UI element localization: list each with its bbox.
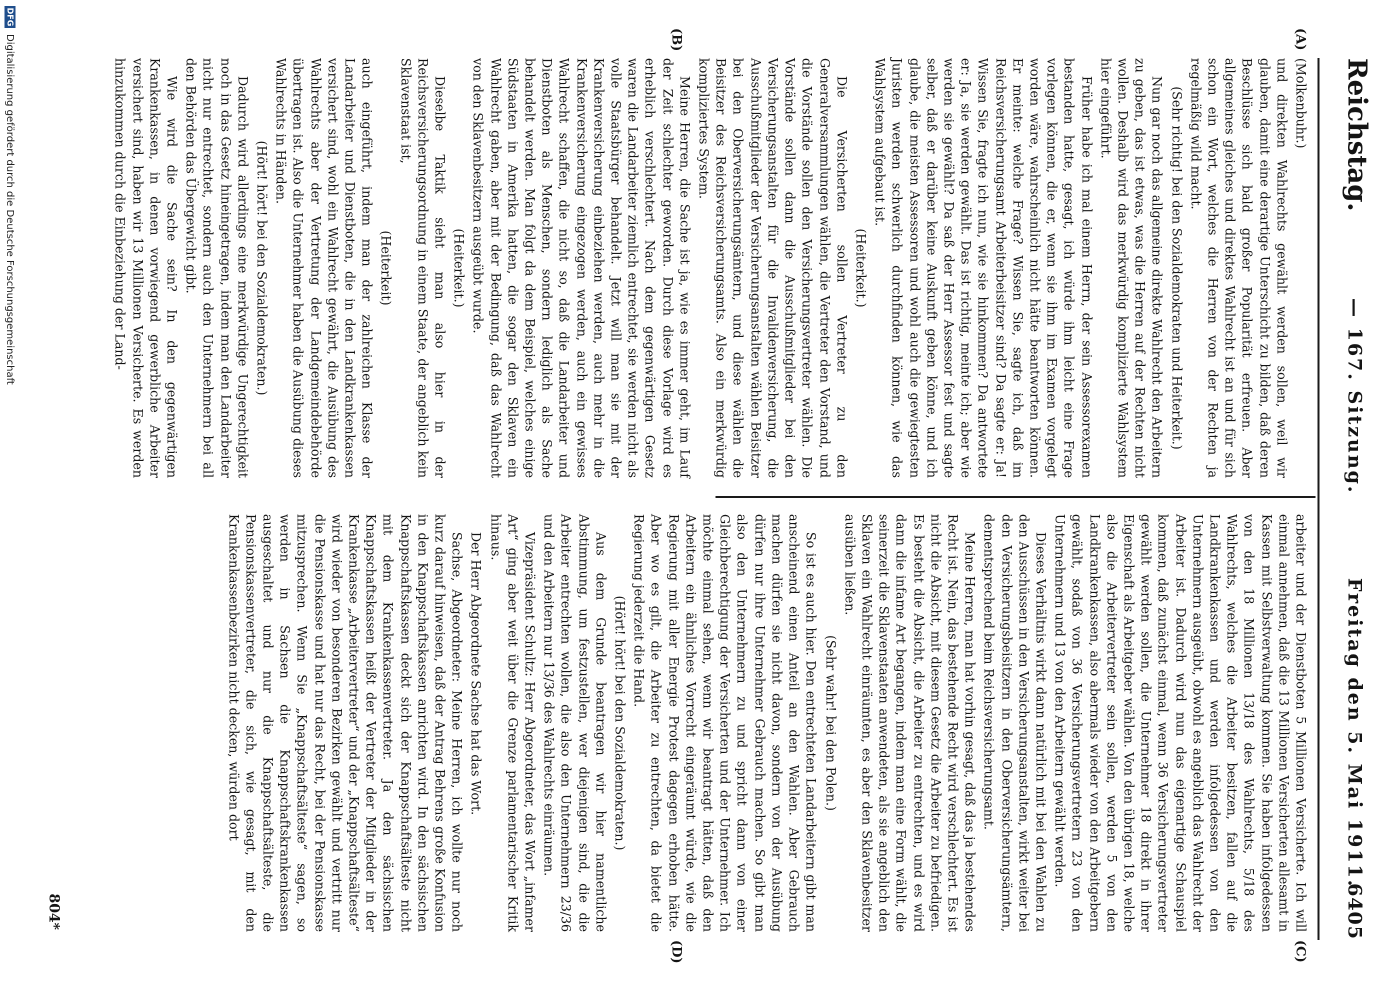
paragraph: Früher habe ich mal einem Herrn, der sein Assessorexamen bestanden hatte, gesagt, ich würde ihm leicht eine Frage vorlegen können, die er, wenn sie ihm im Examen vorgelegt worden wäre, wahrscheinlich nicht hätte beantworten können. Er meinte: welche Frage? Wissen Sie, sagte ich, daß im Reichsversicherungsamt Arbeiterbeisitzer sind? Da sagte er: Ja! Wissen Sie, fragte ich nun, wie sie hinkommen? Da antwortete er: Ja, sie werden gewählt. Das ist richtig, meinte ich; aber wie werden sie gewählt? Da saß der Herr Assessor fest und sagte selber, daß er darüber keine Auskunft geben könne, und ich glaube, die meisten Assessoren und wohl auch die gewiegtesten Juristen werden schwerlich durchfinden können, wie das Wahlsystem aufgebaut ist. [872, 58, 1094, 478]
dfg-logo-icon: DFG [5, 7, 14, 27]
paragraph: Meine Herren, man hat vorhin gesagt, daß das ja bestehendes Recht ist. Nein, das bestehende Recht wird verschlechtert. Es ist nicht die Absicht, mit diesem Gesetz die Arbeiter zu befriedigen. Es besteht die Absicht, die Arbeiter zu entrechten, und es wird dann die infame Art begangen, indem man eine Form wählt, die seinerzeit die Sklavenstaaten anwendeten, als sie angeblich den Sklaven ein Wahlrecht einräumten, es aber den Sklavenbesitzer ausüben ließen. [841, 514, 978, 932]
paragraph: Dieses Verhältnis wirkt dann natürlich mit bei den Wahlen zu den Ausschüssen in den Versicherungsanstalten, wirkt weiter bei den Versicherungsbeisitzern in den Oberversicherungsämtern, dementsprechend beim Reichsversicherungsamt. [981, 514, 1048, 932]
page-header [1317, 58, 1383, 940]
paragraph: Nun gar noch das allgemeine direkte Wahlrecht den Arbeitern zu geben, das ist etwas, was die Herren auf der Rechten nicht wollen. Deshalb wird das merkwürdig komplizierte Wahlsystem hier eingeführt. [1097, 58, 1165, 478]
paragraph: So ist es auch hier. Den entrechteten Landarbeitern gibt man anscheinend einen Anteil an den Wahlen. Aber Gebrauch machen dürfen sie nicht davon, sondern von der Ausübung dürfen nur ihre Unternehmer Gebrauch machen. So gibt man also den Unternehmern zu und spricht dann von einer Gleichberechtigung der Versicherten und der Unternehmer. Ich möchte einmal sehen, wenn wir beantragt hätten, daß den Arbeitern ein ähnliches Vorrecht eingeräumt würde, wie die Regierung mit aller Energie Protest dagegen erhoben hätte. Aber wo es gilt, die Arbeiter zu entrechten, da bietet die Regierung jederzeit die Hand. [631, 514, 819, 932]
paragraph: Sachse, Abgeordneter: Meine Herren, ich wollte nur noch kurz darauf hinweisen, daß der Antrag Behrens große Konfusion in den Knappschaftskassen anrichten wird. In den sächsischen Knappschaftskassen deckt sich der Knappschaftsälteste nicht mit dem Krankenkassenvertreter. Ja den sächsischen Knappschaftskassen heißt der Vertreter der Mitglieder in der Krankenkasse „Arbeitervertreter“ und der „Knappschaftsälteste“ wird wieder von besonderen Bezirken gewählt und vertritt nur die Pensionskasse und hat nur das Recht, bei der Pensionskasse mitzusprechen. Wenn Sie „Knappschaftsälteste“ sagen, so werden in Sachsen die Knappschaftskrankenkassen ausgeschaltet und nur die Knappschaftsälteste, die Pensionskassenvertreter, die sich, wie gesagt, mit den Krankenkassenbezirken nicht decken, würden dort [225, 514, 465, 932]
interjection: (Heiterkeit) [378, 230, 394, 306]
interjection: (Hört! hört! bei den Sozialdemokraten.) [612, 595, 628, 851]
margin-mark-b: (B) [668, 28, 683, 52]
interjection: (Sehr richtig! bei den Sozialdemokraten und Heiterkeit.) [1168, 86, 1184, 450]
credit-text: Digitalisierung gefördert durch die Deutsche Forschungsgemeinschaft [3, 34, 15, 385]
paragraph: arbeiter und der Dienstboten 5 Millionen Versicherte. Ich will einmal annehmen, daß die 13 Millionen Versicherten allesamt in Kassen mit Selbstverwaltung kommen. Sie haben infolgedessen von den 18 Millionen 13/18 des Wahlrechts, 5/18 des Wahlrechts, welches die Arbeiter besitzen, fallen auf die Landkrankenkassen und werden infolgedessen von den Unternehmern ausgeübt, obwohl es angeblich das Wahlrecht der Arbeiter ist. Dadurch wird nun das eigenartige Schauspiel kommen, daß zunächst einmal, wenn 36 Versicherungsvertreter gewählt werden sollen, die Unternehmer 18 direkt in ihrer Eigenschaft als Arbeitgeber wählen. Von den übrigen 18, welche also die Arbeitervertreter sein sollen, werden 5 von den Landkrankenkassen, also abermals wieder von den Arbeitgebern gewählt, sodaß von 36 Versicherungsvertretern 23 von den Unternehmern und 13 von den Arbeitern gewählt werden. [1052, 514, 1308, 932]
paragraph: Die Versicherten sollen Vertreter zu den Generalversammlungen wählen, die Vertreter den Vorstand, und die Vorstände sollen den Versicherungsvertreter wählen. Die Vorstände sollen dann die Ausschußmitglieder bei den Versicherungsanstalten für die Invalidenversicherung, die Ausschußmitglieder der Versicherungsanstalten wählen Beisitzer bei den Oberversicherungsämtern, und diese wählen die Beisitzer des Reichsversicherungsamts. Also ein merkwürdig kompliziertes System. [696, 58, 849, 478]
margin-mark-c: (C) [1292, 940, 1307, 963]
header-date: Freitag den 5. Mai 1911. [1343, 578, 1365, 889]
paragraph: Aus dem Grunde beantragen wir hier namentliche Abstimmung, um festzustellen, wer diejenigen sind, die die Arbeiter entrechten wollen, die also den Unternehmern 23/36 und den Arbeitern nur 13/36 des Wahlrechts einräumen. [541, 514, 608, 932]
paragraph: Meine Herren, die Sache ist ja, wie es immer geht, im Lauf der Zeit schlechter geworden. Durch diese Vorlage wird es erheblich verschlechtert. Nach dem gegenwärtigen Gesetz waren die Landarbeiter ziemlich entrechtet, sie werden nicht als volle Staatsbürger behandelt. Jetzt will man sie mit der Krankenversicherung einbeziehen werden, auch mehr in die Krankenversicherung eingezogen werden, auch ein gewisses Wahlrecht schaffen, die nicht so, daß die Landarbeiter und Dienstboten als Menschen, sondern lediglich als Sache behandelt werden. Man folgt da dem Beispiel, welches einige Südstaaten in Amerika hatten, die sogar den Sklaven ein Wahlrecht gaben, aber mit der Bedingung, daß das Wahlrecht von den Sklavenbesitzern ausgeübt wurde. [470, 58, 692, 478]
paragraph: Dadurch wird allerdings eine merkwürdige Ungerechtigkeit noch in das Gesetz hineingetragen, indem man den Landarbeiter nicht nur entrechtet, sondern auch den Unternehmern bei all den Behörden das Übergewicht gibt. [183, 58, 250, 478]
paragraph: Dieselbe Taktik sieht man also hier in der Reichsversicherungsordnung in einem Staate, der angeblich kein Sklavenstaat ist, [397, 58, 448, 478]
interjection: (Heiterkeit.) [451, 228, 467, 308]
right-text-column [222, 514, 1309, 932]
column-divider [715, 496, 1315, 498]
paragraph: Vizepräsident Schultz: Herr Abgeordneter, das Wort „infamer Art“ ging aber weit über die Grenze parlamentarischer Kritik hinaus. [487, 514, 538, 932]
header-session: — 167. Sitzung. [1343, 298, 1365, 495]
paragraph: Der Herr Abgeordnete Sachse hat das Wort. [468, 532, 484, 816]
margin-mark-d: (D) [668, 940, 683, 964]
interjection: (Hört! hört! bei den Sozialdemokraten.) [254, 140, 270, 396]
paragraph: (Molkenbuhr.) [1293, 58, 1308, 149]
margin-mark-a: (A) [1292, 28, 1307, 51]
paragraph: Wie wird die Sache sein? In den gegenwärtigen Krankenkassen, in denen vorwiegend gewerbliche Arbeiter versichert sind, haben wir 13 Millionen Versicherte. Es werden hinzukommen durch die Einbeziehung der Land- [112, 58, 179, 478]
digitization-credit [0, 0, 15, 1006]
header-page-number: 6405 [1343, 883, 1365, 940]
header-chamber: Reichstag. [1341, 58, 1371, 212]
interjection: (Heiterkeit.) [852, 228, 868, 308]
left-text-column [109, 58, 1309, 478]
interjection: (Sehr wahr! bei den Polen.) [822, 635, 838, 811]
paragraph: und direkten Wahlrechts gewählt werden sollen, weil wir glauben, damit eine derartige Unterschicht zu bilden, daß deren Beschlüsse sich bald großer Popularität erfreuen. Aber allgemeines gleiches und direktes Wahlrecht ist an und für sich schon ein Wort, welches die Herren von der Rechten ja regelmäßig wild macht. [1187, 58, 1289, 478]
paragraph: auch eingeführt, indem man der zahlreichen Klasse der Landarbeiter und Dienstboten, die in den Landkrankenkassen versichert sind, wohl ein Wahlrecht gewährt, die Ausübung des Wahlrechts aber der Vertretung der Landgemeindebehörde übertragen ist. Also die Unternehmer haben die Ausübung dieses Wahlrechts in Händen. [273, 58, 375, 478]
signature-mark: 804* [45, 893, 61, 930]
